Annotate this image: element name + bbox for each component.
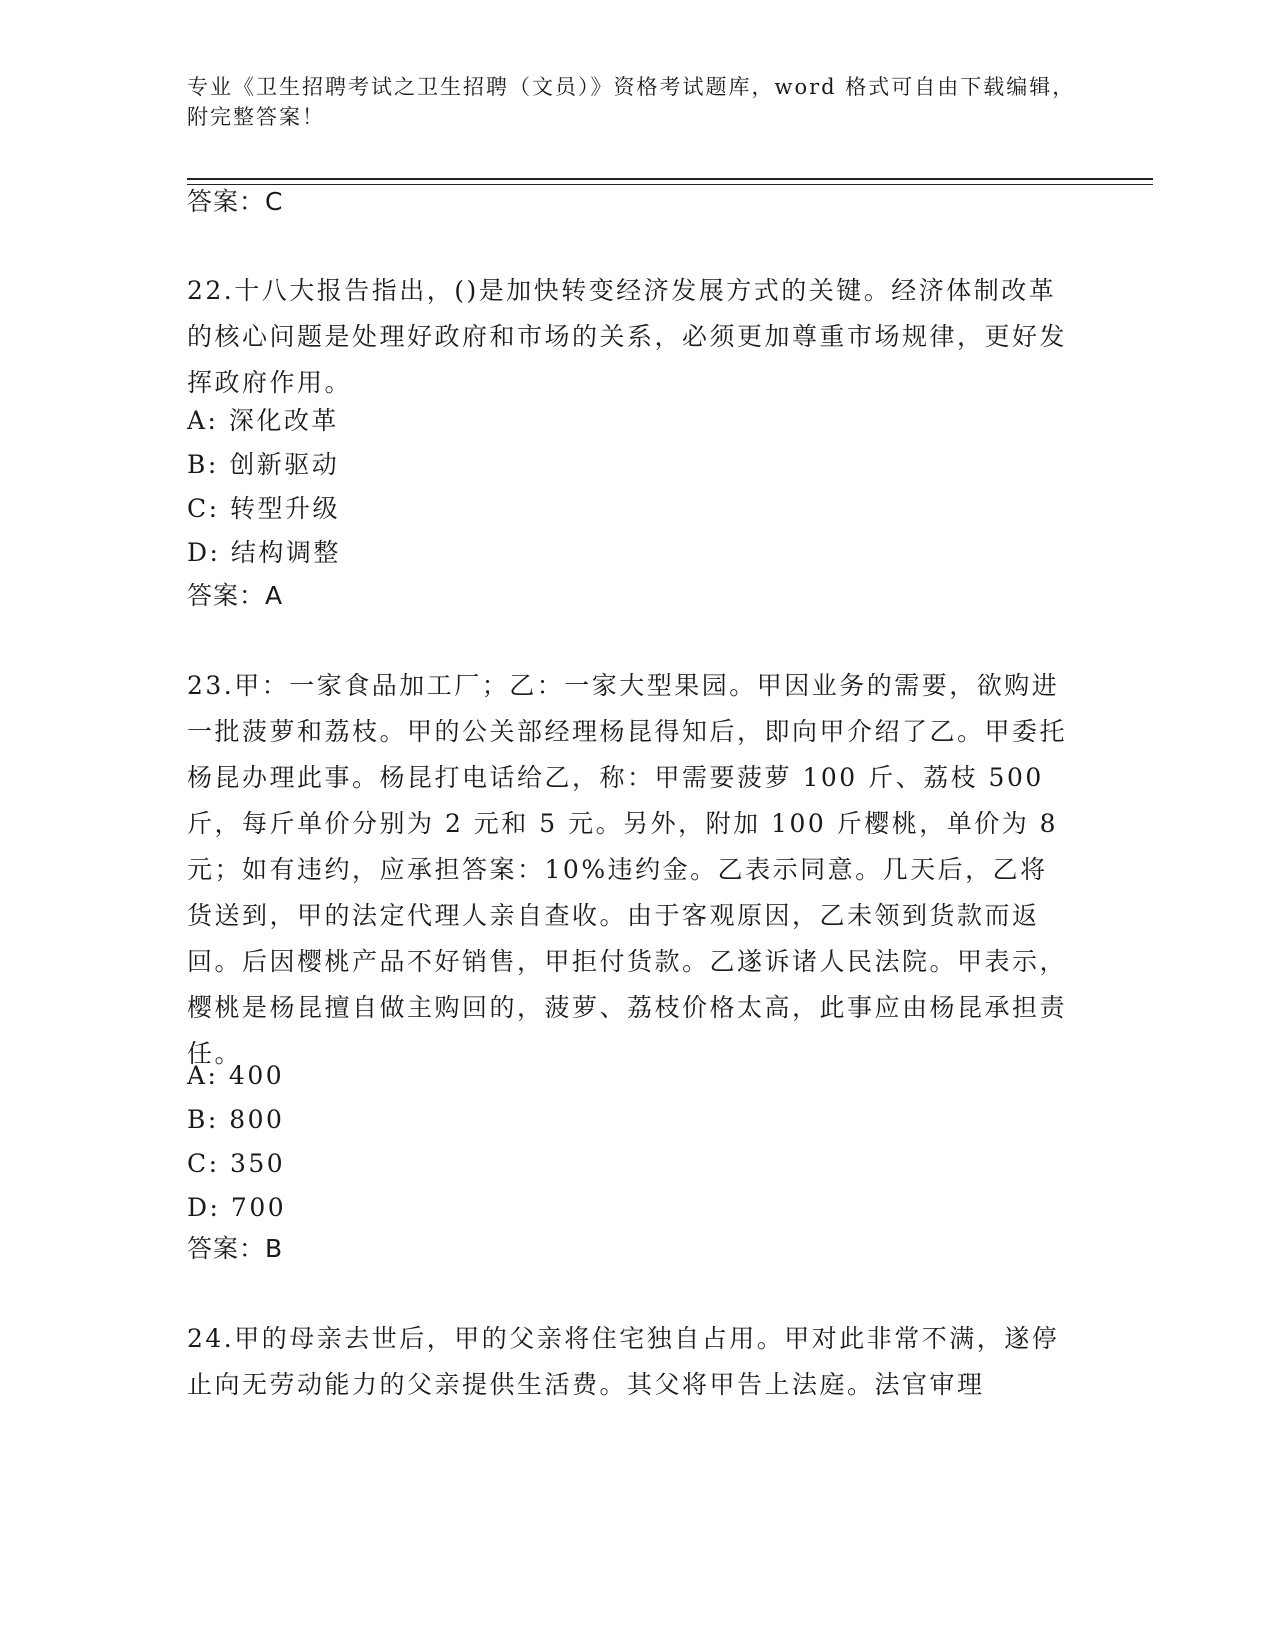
- header-divider-thin: [187, 184, 1153, 185]
- answer-23: 答案：B: [187, 1234, 284, 1263]
- question-24-text: 24.甲的母亲去世后，甲的父亲将住宅独自占用。甲对此非常不满，遂停止向无劳动能力的父亲提供生活费。其父将甲告上法庭。法官审理: [187, 1324, 1060, 1399]
- page-header: 专业《卫生招聘考试之卫生招聘（文员）》资格考试题库，word 格式可自由下载编辑，附完整答案！: [187, 75, 1076, 129]
- question-23-option-c: C: 350: [187, 1149, 286, 1178]
- question-22-text: 22.十八大报告指出，()是加快转变经济发展方式的关键。经济体制改革的核心问题是处理好政府和市场的关系，必须更加尊重市场规律，更好发挥政府作用。: [187, 276, 1068, 397]
- question-23-option-d: D: 700: [187, 1193, 287, 1222]
- question-22-option-a: A: 深化改革: [187, 406, 339, 435]
- question-22-option-c: C: 转型升级: [187, 494, 340, 523]
- question-23-text: 23.甲：一家食品加工厂；乙：一家大型果园。甲因业务的需要，欲购进一批菠萝和荔枝。甲的公关部经理杨昆得知后，即向甲介绍了乙。甲委托杨昆办理此事。杨昆打电话给乙，称：甲需要菠萝 100 斤、荔枝 500 斤，每斤单价分别为 2 元和 5 元。另外，附加 100 斤樱桃，单价为 8 元；如有违约，应承担答案：10%违约金。乙表示同意。几天后，乙将货送到，甲的法定代理人亲自查收。由于客观原因，乙未领到货款而返回。后因樱桃产品不好销售，甲拒付货款。乙遂诉诸人民法院。甲表示，樱桃是杨昆擅自做主购回的，菠萝、荔枝价格太高，此事应由杨昆承担责任。: [187, 671, 1068, 1068]
- question-23-option-a: A: 400: [187, 1061, 285, 1090]
- answer-22: 答案：A: [187, 581, 284, 610]
- answer-21: 答案：C: [187, 187, 284, 216]
- question-22-option-d: D: 结构调整: [187, 538, 341, 567]
- question-23-option-b: B: 800: [187, 1105, 285, 1134]
- question-22-option-b: B: 创新驱动: [187, 450, 340, 479]
- header-divider-thick: [187, 178, 1153, 180]
